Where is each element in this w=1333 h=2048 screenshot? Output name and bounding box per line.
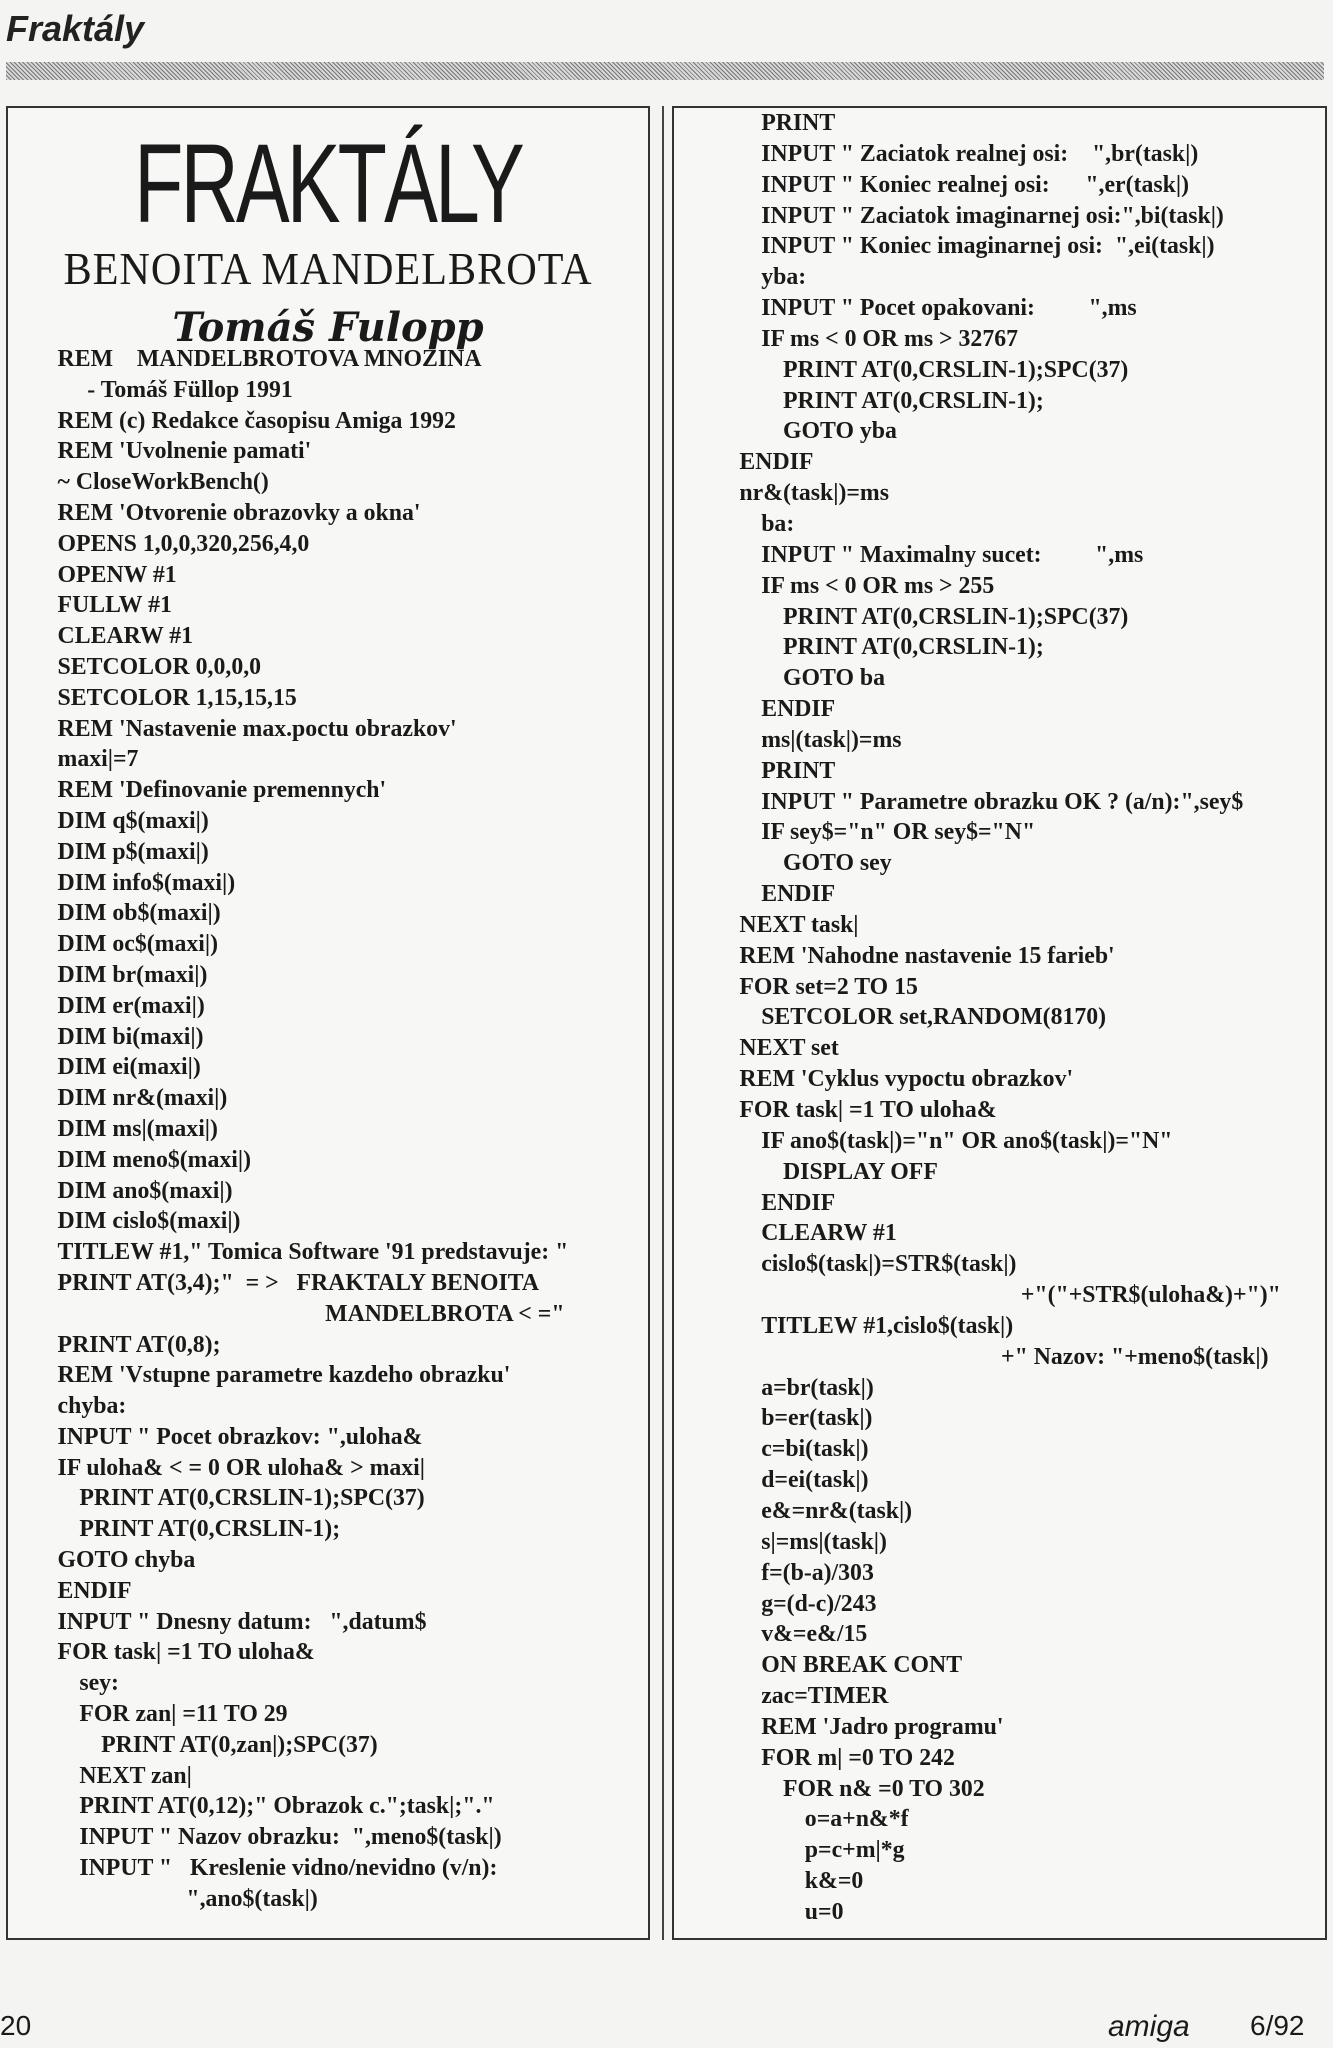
code-line: c=bi(task|)	[761, 1436, 869, 1463]
code-line: PRINT AT(0,12);" Obrazok c.";task|;"."	[79, 1793, 495, 1820]
code-line: IF uloha& < = 0 OR uloha& > maxi|	[57, 1454, 426, 1481]
code-line: TITLEW #1," Tomica Software '91 predstavuje: "	[57, 1239, 569, 1266]
code-line: NEXT zan|	[79, 1762, 192, 1789]
code-line: DIM bi(maxi|)	[57, 1023, 204, 1050]
code-line: IF sey$="n" OR sey$="N"	[761, 819, 1036, 846]
code-line: ~ CloseWorkBench()	[57, 469, 269, 496]
code-line: REM 'Nastavenie max.poctu obrazkov'	[57, 715, 457, 742]
code-line: p=c+m|*g	[804, 1837, 905, 1864]
code-line: NEXT set	[739, 1035, 839, 1062]
code-line: INPUT " Koniec realnej osi: ",er(task|)	[761, 171, 1189, 198]
code-line: DIM cislo$(maxi|)	[57, 1208, 241, 1235]
code-line: DIM meno$(maxi|)	[57, 1146, 252, 1173]
code-line: PRINT AT(0,CRSLIN-1);SPC(37)	[783, 356, 1129, 383]
code-line: MANDELBROTA < ="	[325, 1300, 565, 1327]
code-line: INPUT " Pocet obrazkov: ",uloha&	[57, 1423, 423, 1450]
code-line: REM 'Nahodne nastavenie 15 farieb'	[739, 942, 1115, 969]
code-line: FOR task| =1 TO uloha&	[739, 1097, 997, 1123]
code-listing-right	[674, 108, 1325, 1928]
code-line: PRINT AT(0,CRSLIN-1);SPC(37)	[783, 603, 1129, 630]
code-line: DISPLAY OFF	[783, 1158, 938, 1185]
code-line: +" Nazov: "+meno$(task|)	[1001, 1343, 1269, 1370]
code-line: FULLW #1	[57, 592, 172, 619]
code-line: ON BREAK CONT	[761, 1652, 963, 1679]
code-line: DIM p$(maxi|)	[57, 838, 209, 865]
code-line: GOTO ba	[783, 665, 886, 692]
code-line: nr&(task|)=ms	[739, 480, 890, 507]
code-line: INPUT " Parametre obrazku OK ? (a/n):",sey$	[761, 788, 1244, 815]
code-line: IF ms < 0 OR ms > 32767	[761, 325, 1019, 352]
code-line: PRINT	[761, 110, 836, 136]
code-line: k&=0	[804, 1868, 864, 1895]
code-line: SETCOLOR set,RANDOM(8170)	[761, 1004, 1107, 1031]
code-line: a=br(task|)	[761, 1374, 874, 1401]
article-author: Tomáš Fulopp	[172, 304, 484, 351]
header-band	[6, 62, 1324, 80]
code-line: INPUT " Pocet opakovani: ",ms	[761, 295, 1137, 322]
code-line: OPENW #1	[57, 561, 177, 588]
code-line: REM MANDELBROTOVA MNOZINA	[57, 346, 482, 372]
code-line: ms|(task|)=ms	[761, 726, 902, 753]
code-line: IF ano$(task|)="n" OR ano$(task|)="N"	[761, 1127, 1173, 1154]
article-subtitle: BENOITA MANDELBROTA	[63, 243, 593, 294]
code-line: INPUT " Kreslenie vidno/nevidno (v/n):	[79, 1855, 498, 1882]
code-line: GOTO chyba	[57, 1547, 196, 1574]
code-line: ",ano$(task|)	[186, 1885, 318, 1912]
code-line: DIM ei(maxi|)	[57, 1054, 201, 1081]
column-divider	[662, 106, 664, 1940]
code-line: ENDIF	[739, 449, 814, 476]
code-line: DIM er(maxi|)	[57, 992, 205, 1019]
code-line: INPUT " Maximalny sucet: ",ms	[761, 541, 1144, 568]
code-line: REM 'Uvolnenie pamati'	[57, 438, 312, 465]
code-line: ENDIF	[57, 1577, 132, 1604]
code-line: INPUT " Zaciatok realnej osi: ",br(task|)	[761, 140, 1199, 167]
code-line: REM 'Definovanie premennych'	[57, 777, 387, 804]
right-column	[672, 106, 1327, 1940]
code-listing-left	[8, 344, 648, 1915]
code-line: INPUT " Koniec imaginarnej osi: ",ei(task|)	[761, 233, 1215, 260]
code-line: DIM info$(maxi|)	[57, 869, 236, 896]
code-line: maxi|=7	[57, 746, 139, 773]
code-line: sey:	[79, 1670, 119, 1697]
issue-number: 6/92	[1250, 2010, 1305, 2041]
code-line: INPUT " Nazov obrazku: ",meno$(task|)	[79, 1824, 502, 1851]
code-line: FOR zan| =11 TO 29	[79, 1701, 288, 1728]
code-line: CLEARW #1	[57, 623, 194, 650]
code-line: yba:	[761, 264, 807, 291]
code-line: cislo$(task|)=STR$(task|)	[761, 1251, 1017, 1278]
code-line: ba:	[761, 510, 795, 537]
code-line: FOR set=2 TO 15	[739, 973, 918, 1000]
code-line: DIM ob$(maxi|)	[57, 900, 221, 927]
page-number: 20	[0, 2010, 32, 2041]
code-line: - Tomáš Füllop 1991	[87, 376, 293, 403]
code-line: REM 'Cyklus vypoctu obrazkov'	[739, 1066, 1074, 1093]
code-line: b=er(task|)	[761, 1405, 873, 1432]
code-line: PRINT	[761, 757, 836, 784]
code-line: e&=nr&(task|)	[761, 1497, 913, 1524]
code-line: CLEARW #1	[761, 1220, 897, 1247]
code-line: REM 'Jadro programu'	[761, 1713, 1004, 1740]
code-line: INPUT " Zaciatok imaginarnej osi:",bi(task|)	[761, 202, 1224, 229]
code-line: DIM nr&(maxi|)	[57, 1085, 228, 1112]
article-title: FRAKTÁLY	[134, 121, 522, 246]
code-line: DIM ms|(maxi|)	[57, 1115, 218, 1142]
code-line: DIM oc$(maxi|)	[57, 931, 218, 958]
code-line: PRINT AT(0,CRSLIN-1);	[783, 634, 1044, 661]
code-line: g=(d-c)/243	[761, 1590, 877, 1617]
code-line: zac=TIMER	[761, 1683, 889, 1710]
code-line: REM 'Vstupne parametre kazdeho obrazku'	[57, 1362, 511, 1389]
code-line: FOR n& =0 TO 302	[783, 1775, 985, 1802]
code-line: u=0	[804, 1898, 844, 1925]
code-line: GOTO yba	[783, 418, 897, 445]
code-line: FOR task| =1 TO uloha&	[57, 1639, 315, 1666]
code-line: f=(b-a)/303	[761, 1559, 874, 1586]
code-line: ENDIF	[761, 881, 836, 908]
code-line: PRINT AT(0,8);	[57, 1331, 221, 1358]
code-line: ENDIF	[761, 696, 836, 723]
magazine-name: amiga	[1108, 2010, 1190, 2043]
code-line: DIM q$(maxi|)	[57, 807, 209, 834]
code-line: SETCOLOR 0,0,0,0	[57, 653, 262, 680]
code-line: +"("+STR$(uloha&)+")"	[1020, 1282, 1281, 1309]
code-line: REM 'Otvorenie obrazovky a okna'	[57, 499, 421, 526]
code-line: IF ms < 0 OR ms > 255	[761, 572, 995, 599]
code-line: v&=e&/15	[761, 1621, 868, 1648]
code-line: SETCOLOR 1,15,15,15	[57, 684, 297, 711]
section-title: Fraktály	[6, 8, 145, 49]
code-line: INPUT " Dnesny datum: ",datum$	[57, 1608, 427, 1635]
code-line: ENDIF	[761, 1189, 836, 1216]
code-line: DIM ano$(maxi|)	[57, 1177, 233, 1204]
code-line: FOR m| =0 TO 242	[761, 1744, 955, 1771]
code-line: s|=ms|(task|)	[761, 1528, 887, 1555]
code-line: NEXT task|	[739, 911, 859, 938]
code-line: TITLEW #1,cislo$(task|)	[761, 1312, 1014, 1339]
code-line: PRINT AT(3,4);" = > FRAKTALY BENOITA	[57, 1269, 540, 1296]
code-line: o=a+n&*f	[804, 1806, 909, 1833]
code-line: PRINT AT(0,zan|);SPC(37)	[101, 1731, 378, 1758]
code-line: DIM br(maxi|)	[57, 961, 208, 988]
left-column	[6, 106, 650, 1940]
code-line: d=ei(task|)	[761, 1467, 869, 1494]
code-line: REM (c) Redakce časopisu Amiga 1992	[57, 407, 456, 434]
code-line: PRINT AT(0,CRSLIN-1);	[79, 1516, 341, 1543]
code-line: OPENS 1,0,0,320,256,4,0	[57, 530, 310, 557]
code-line: chyba:	[57, 1393, 127, 1420]
code-line: PRINT AT(0,CRSLIN-1);	[783, 387, 1044, 414]
code-line: GOTO sey	[783, 850, 892, 877]
code-line: PRINT AT(0,CRSLIN-1);SPC(37)	[79, 1485, 425, 1512]
